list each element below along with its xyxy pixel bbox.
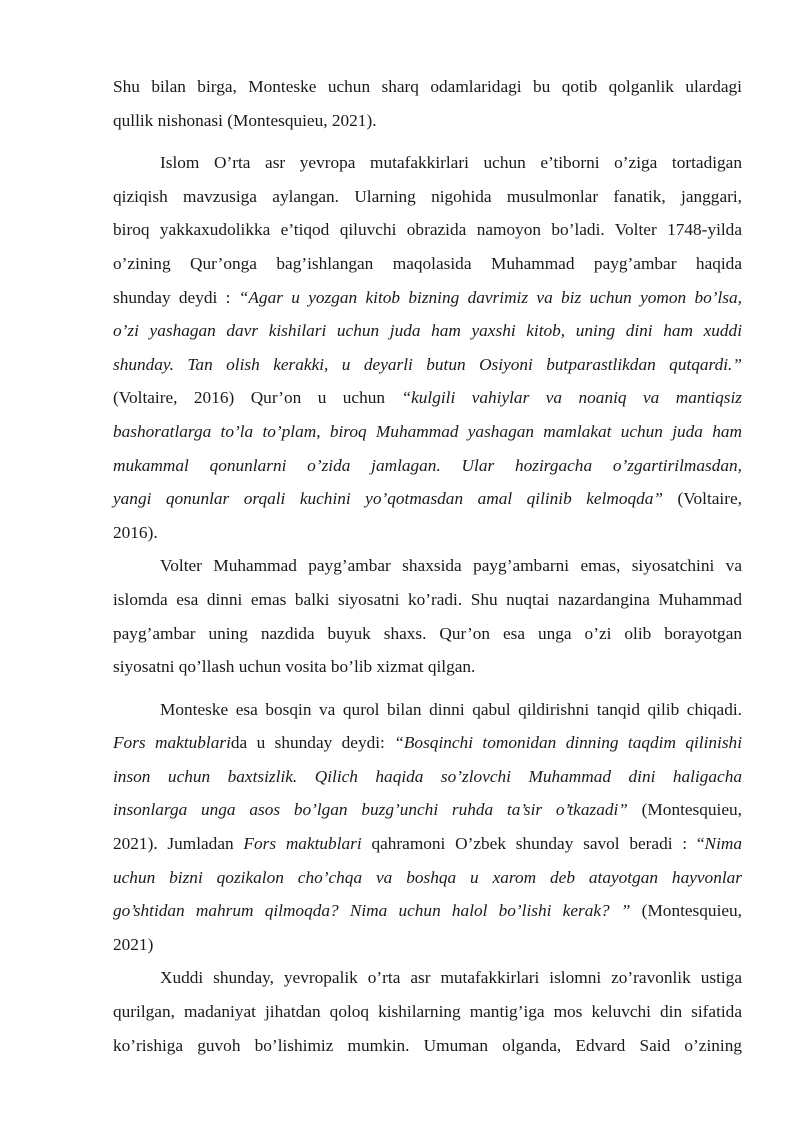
text-line [113,861,742,895]
quote-text: go’shtidan mahrum qilmoqda? Nima uchun halol bo’lishi kerak? ” [113,901,631,921]
text-line: insonlarga unga asos bo’lgan buzg’unchi ruhda ta’sir o’tkazadi” (Montesquieu, [113,800,742,820]
text-line: biroq yakkaxudolikka e’tiqod qiluvchi obrazida namoyon bo’ladi. Volter 1748-yilda [113,220,742,240]
quote-text: “Bosqinchi tomonidan dinning taqdim qilinishi [394,733,742,753]
text-line: 2021) [113,934,154,954]
text-line: Shu bilan birga, Monteske uchun sharq odamlaridagi bu qotib qolganlik ulardagi [113,77,742,96]
quote-text: insonlarga unga asos bo’lgan buzg’unchi ruhda ta’sir o’tkazadi” [113,800,628,820]
quote-text: bashoratlarga to’la to’plam, biroq Muhammad yashagan mamlakat uchun juda ham [113,421,742,441]
text-line: siyosatni qo’llash uchun vosita bo’lib xizmat qilgan. [113,657,476,677]
quote-text: Nima [704,834,742,854]
text-line [113,415,742,449]
text-line: qiziqish mavzusiga aylangan. Ularning nigohida musulmonlar fanatik, janggari, [113,186,742,206]
text-line: ko’rishiga guvoh bo’lishimiz mumkin. Umuman olganda, Edvard Said o’zining [113,1035,742,1055]
document-page [113,70,742,1062]
text-line: 2016). [113,522,158,542]
text-line: Islom O’rta asr yevropa mutafakkirlari uchun e’tiborni o’ziga tortadigan [160,153,742,173]
text-line: 2021). Jumladan Fors maktublari qahramoni O’zbek shunday savol beradi : “Nima [113,834,742,854]
paragraph [113,146,742,549]
book-title: Fors maktublari [113,733,231,753]
paragraph [113,549,742,683]
text-line: islomda esa dinni emas balki siyosatni ko’radi. Shu nuqtai nazardangina Muhammad [113,589,742,609]
quote-text: “kulgili vahiylar va noaniq va mantiqsiz [401,388,742,408]
text-line: (Voltaire, 2016) Qur’on u uchun “kulgili vahiylar va noaniq va mantiqsiz [113,388,742,408]
text-line: yangi qonunlar orqali kuchini yo’qotmasdan amal qilinib kelmoqda” (Voltaire, [113,489,742,509]
text-line: shunday deydi : “Agar u yozgan kitob bizning davrimiz va biz uchun yomon bo’lsa, [113,287,742,307]
quote-text: yangi qonunlar orqali kuchini yo’qotmasdan amal qilinib kelmoqda” [113,489,664,509]
text-line: go’shtidan mahrum qilmoqda? Nima uchun halol bo’lishi kerak? ” (Montesquieu, [113,901,742,921]
text-line [113,449,742,483]
quote-text: “Agar u yozgan kitob bizning davrimiz va biz uchun yomon bo’lsa, [238,287,742,307]
text-line: o’zining Qur’onga bag’ishlangan maqolasida Muhammad payg’ambar haqida [113,253,742,273]
paragraph [113,693,742,962]
text-line [113,348,742,382]
text-line: payg’ambar uning nazdida buyuk shaxs. Qur’on esa unga o’zi olib borayotgan [113,623,742,643]
quote-text: mukammal qonunlarni o’zida jamlagan. Ular hozirgacha o’zgartirilmasdan, [113,455,742,475]
book-title: Fors maktublari [243,834,362,854]
paragraph [113,70,742,137]
text-line: Monteske esa bosqin va qurol bilan dinni qabul qildirishni tanqid qilib chiqadi. [160,699,742,719]
quote-text: o’zi yashagan davr kishilari uchun juda ham yaxshi kitob, uning dini ham xuddi [113,321,742,341]
quote-text: shunday. Tan olish kerakki, u deyarli butun Osiyoni butparastlikdan qutqardi.” [113,354,742,374]
paragraph [113,961,742,1062]
quote-text: uchun bizni qozikalon cho’chqa va boshqa u xarom deb atayotgan hayvonlar [113,867,742,887]
text-line: Xuddi shunday, yevropalik o’rta asr mutafakkirlari islomni zo’ravonlik ustiga [160,968,742,988]
text-line: Fors maktublarida u shunday deydi: “Bosqinchi tomonidan dinning taqdim qilinishi [113,733,742,753]
text-line [113,314,742,348]
text-line: qurilgan, madaniyat jihatdan qoloq kishilarning mantig’iga mos keluvchi din sifatida [113,1002,742,1022]
text-line: qullik nishonasi (Montesquieu, 2021). [113,110,377,130]
text-line: Volter Muhammad payg’ambar shaxsida payg’ambarni emas, siyosatchini va [160,556,742,576]
text-line [113,760,742,794]
quote-text: inson uchun baxtsizlik. Qilich haqida so’zlovchi Muhammad dini haligacha [113,766,742,786]
